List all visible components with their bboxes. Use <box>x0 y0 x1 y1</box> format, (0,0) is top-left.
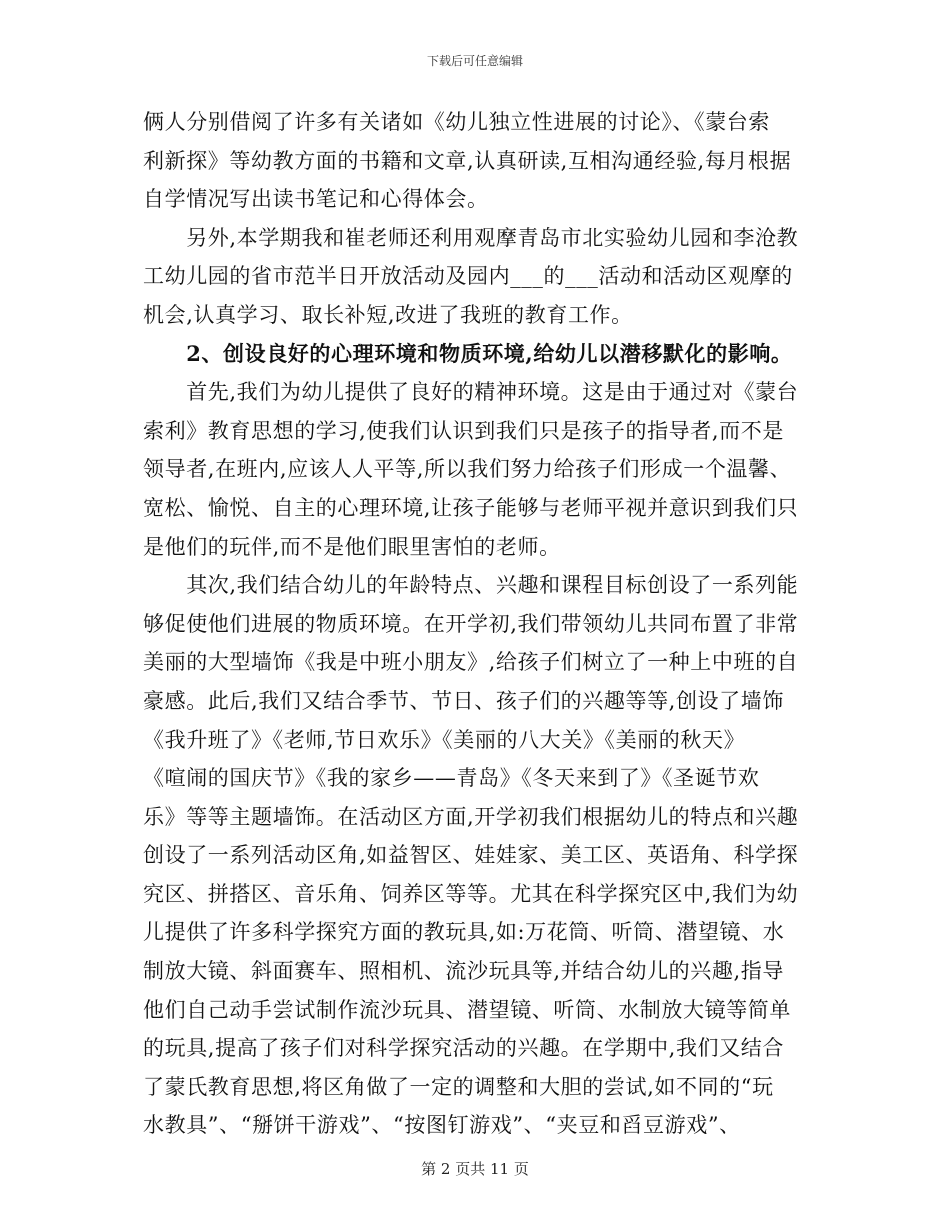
text-line: 另外,本学期我和崔老师还利用观摩青岛市北实验幼儿园和李沧教 <box>143 225 799 250</box>
text-line: 其次,我们结合幼儿的年龄特点、兴趣和课程目标创设了一系列能 <box>143 573 799 598</box>
text-line: 乐》等等主题墙饰。在活动区方面,开学初我们根据幼儿的特点和兴趣 <box>143 804 799 829</box>
text-line: 创设了一系列活动区角,如益智区、娃娃家、美工区、英语角、科学探 <box>143 843 799 868</box>
text-line: 宽松、愉悦、自主的心理环境,让孩子能够与老师平视并意识到我们只 <box>143 495 799 520</box>
page-header: 下载后可任意编辑 <box>426 54 523 68</box>
text-line: 的玩具,提高了孩子们对科学探究活动的兴趣。在学期中,我们又结合 <box>143 1036 784 1061</box>
section-heading: 2、创设良好的心理环境和物质环境,给幼儿以潜移默化的影响。 <box>143 340 793 366</box>
text-line: 制放大镜、斜面赛车、照相机、流沙玩具等,并结合幼儿的兴趣,指导 <box>143 959 784 984</box>
text-line: 够促使他们进展的物质环境。在开学初,我们带领幼儿共同布置了非常 <box>143 611 799 636</box>
page-number: 第 2 页共 11 页 <box>421 1160 529 1178</box>
text-line: 首先,我们为幼儿提供了良好的精神环境。这是由于通过对《蒙台 <box>143 380 799 405</box>
text-line: 水教具”、“掰饼干游戏”、“按图钉游戏”、“夹豆和舀豆游戏”、 <box>143 1113 741 1138</box>
text-line: 儿提供了许多科学探究方面的教玩具,如:万花筒、听筒、潜望镜、水 <box>143 920 785 945</box>
text-line: 是他们的玩伴,而不是他们眼里害怕的老师。 <box>143 534 561 559</box>
text-line: 机会,认真学习、取长补短,改进了我班的教育工作。 <box>143 302 633 327</box>
text-line: 工幼儿园的省市范半日开放活动及园内___的___活动和活动区观摩的 <box>143 264 793 289</box>
text-line: 他们自己动手尝试制作流沙玩具、潜望镜、听筒、水制放大镜等简单 <box>143 997 791 1022</box>
text-line: 美丽的大型墙饰《我是中班小朋友》,给孩子们树立了一种上中班的自 <box>143 650 799 675</box>
text-line: 自学情况写出读书笔记和心得体会。 <box>143 187 489 212</box>
text-line: 了蒙氏教育思想,将区角做了一定的调整和大胆的尝试,如不同的“玩 <box>143 1074 774 1099</box>
text-line: 领导者,在班内,应该人人平等,所以我们努力给孩子们形成一个温馨、 <box>143 457 792 482</box>
text-line: 究区、拼搭区、音乐角、饲养区等等。尤其在科学探究区中,我们为幼 <box>143 881 799 906</box>
document-body <box>143 103 808 1145</box>
text-line: 利新探》等幼教方面的书籍和文章,认真研读,互相沟通经验,每月根据 <box>143 148 792 173</box>
text-line: 豪感。此后,我们又结合季节、节日、孩子们的兴趣等等,创设了墙饰 <box>143 688 784 713</box>
text-line: 《喧闹的国庆节》《我的家乡——青岛》《冬天来到了》《圣诞节欢 <box>143 766 760 791</box>
text-line: 索利》教育思想的学习,使我们认识到我们只是孩子的指导者,而不是 <box>143 418 784 443</box>
text-line: 俩人分别借阅了许多有关诸如《幼儿独立性进展的讨论》、《蒙台索 <box>143 110 770 134</box>
text-line: 《我升班了》《老师,节日欢乐》《美丽的八大关》《美丽的秋天》 <box>143 727 746 752</box>
